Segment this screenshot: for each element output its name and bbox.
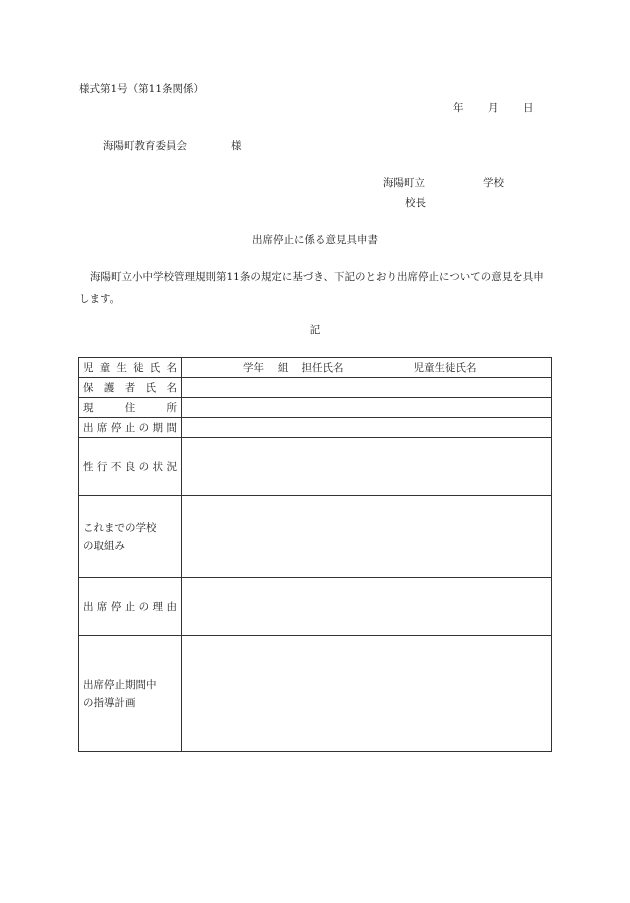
document-title: 出席停止に係る意見具申書	[252, 234, 378, 246]
row-label-suspension-reason: 出 席 停 止 の 理 由	[79, 578, 182, 636]
row-label-address: 現 住 所	[79, 398, 182, 418]
table-row	[79, 578, 552, 636]
table-row	[79, 398, 552, 418]
class-label: 組	[278, 362, 289, 374]
guardian-name-field[interactable]	[182, 378, 552, 398]
date-line	[453, 100, 534, 115]
row-label-guidance-plan: 出席停止期間中 の指導計画	[79, 636, 182, 752]
sender-principal: 校長	[405, 197, 426, 209]
date-month: 月	[488, 102, 499, 114]
suspension-reason-field[interactable]	[182, 578, 552, 636]
document-body: 海陽町立小中学校管理規則第11条の規定に基づき、下記のとおり出席停止についての意見を具申します。	[79, 271, 544, 305]
student-info-field[interactable]	[182, 358, 552, 378]
row-label-school-efforts: これまでの学校 の取組み	[79, 496, 182, 578]
sender-town-prefix: 海陽町立	[383, 177, 425, 189]
date-day: 日	[523, 102, 534, 114]
sender-school-suffix: 学校	[483, 177, 504, 189]
form-number: 様式第1号（第11条関係）	[79, 83, 205, 95]
table-row	[79, 418, 552, 438]
suspension-period-field[interactable]	[182, 418, 552, 438]
table-row	[79, 438, 552, 496]
guidance-plan-field[interactable]	[182, 636, 552, 752]
grade-label: 学年	[243, 362, 264, 374]
school-efforts-field[interactable]	[182, 496, 552, 578]
address-field[interactable]	[182, 398, 552, 418]
table-row	[79, 358, 552, 378]
row-label-misconduct-status: 性 行 不 良 の 状 況	[79, 438, 182, 496]
table-row	[79, 496, 552, 578]
teacher-label: 担任氏名	[301, 362, 344, 374]
date-year: 年	[453, 102, 464, 114]
table-row	[79, 636, 552, 752]
row-label-student-name: 児 童 生 徒 氏 名	[79, 358, 182, 378]
table-row	[79, 378, 552, 398]
misconduct-status-field[interactable]	[182, 438, 552, 496]
addressee-name: 海陽町教育委員会	[103, 140, 187, 152]
addressee-honorific: 様	[231, 140, 242, 152]
student-name-label: 児童生徒氏名	[413, 362, 477, 374]
row-label-guardian-name: 保 護 者 氏 名	[79, 378, 182, 398]
row-label-suspension-period: 出 席 停 止 の 期 間	[79, 418, 182, 438]
sender-school	[383, 175, 504, 190]
addressee	[103, 138, 242, 153]
form-table	[78, 357, 552, 752]
ki-marker: 記	[309, 324, 321, 336]
